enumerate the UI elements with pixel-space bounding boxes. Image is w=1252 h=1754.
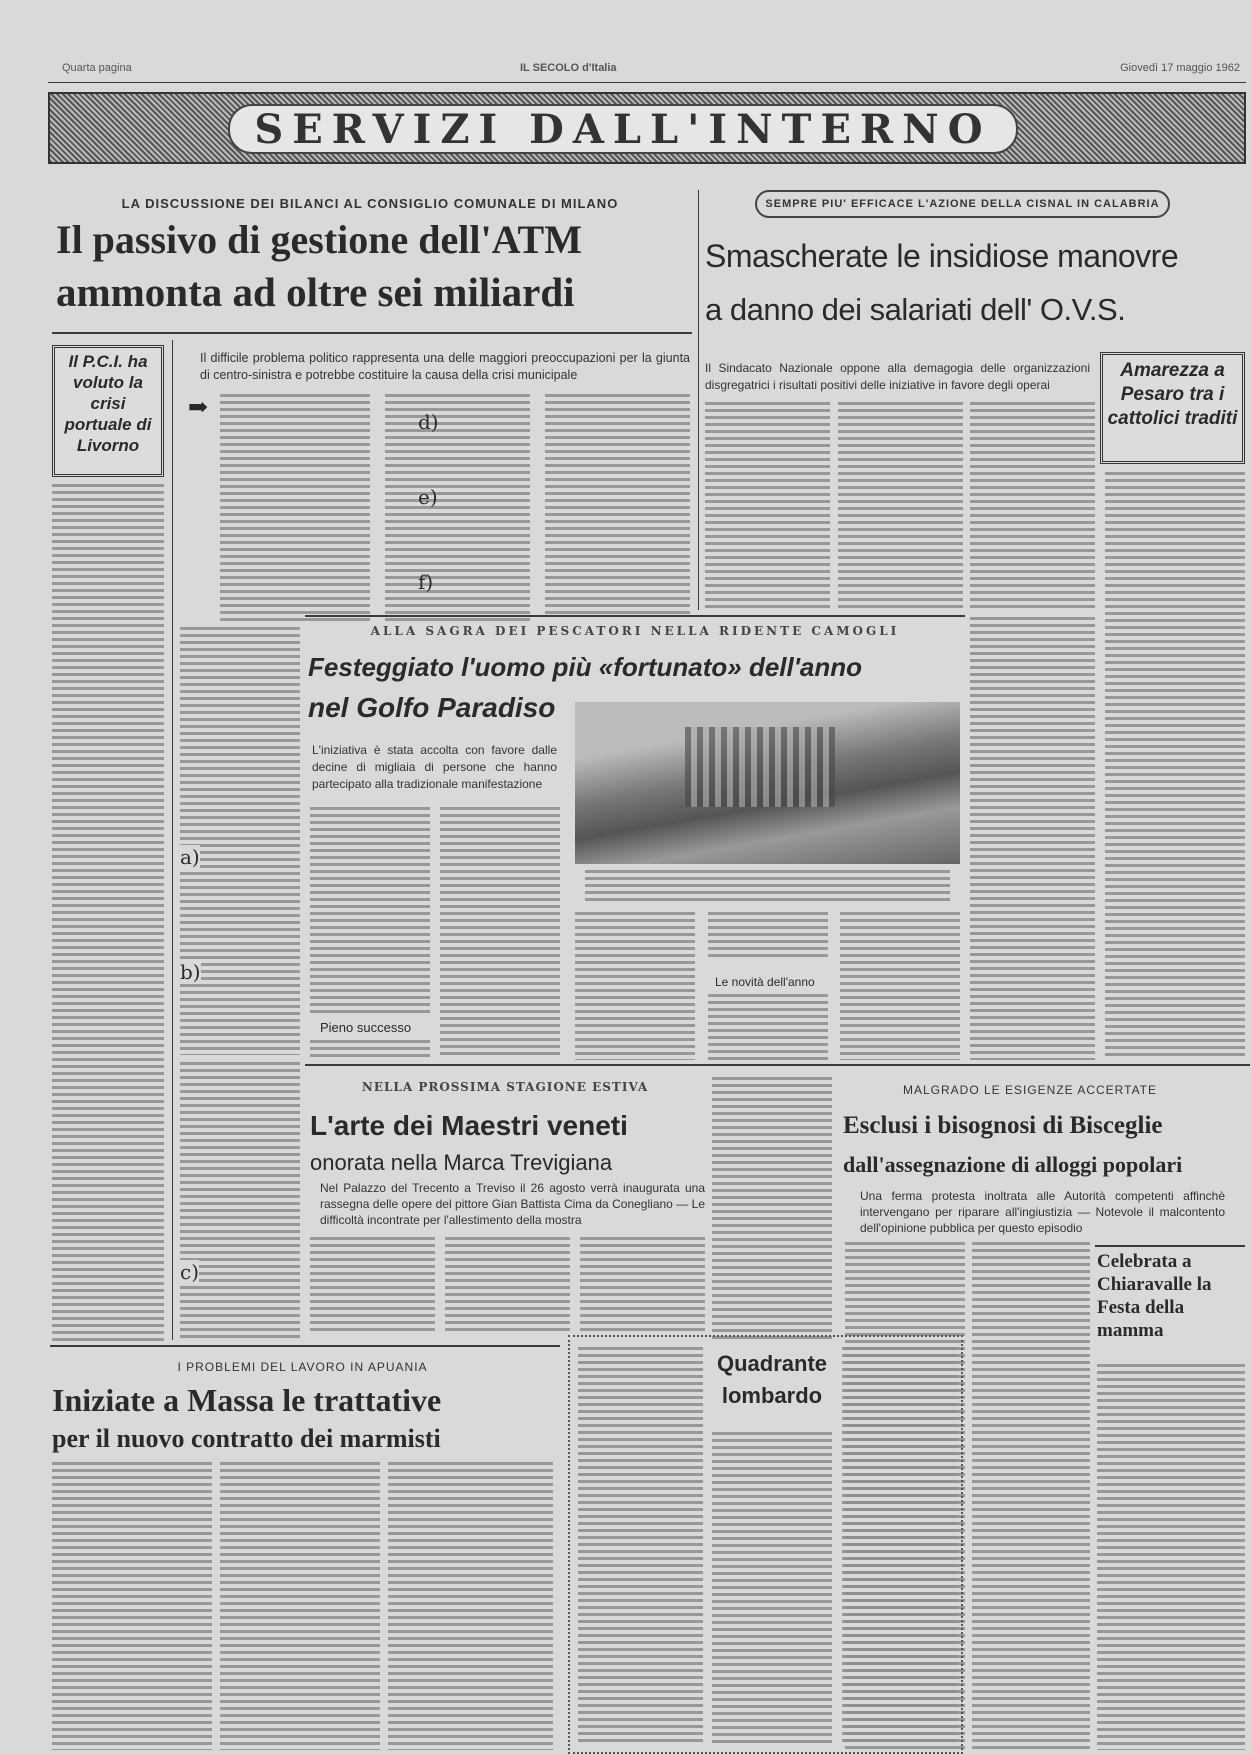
maestri-kicker: NELLA PROSSIMA STAGIONE ESTIVA bbox=[361, 1080, 649, 1094]
body-text-column bbox=[220, 1460, 380, 1750]
massa-headline-1: Iniziate a Massa le trattative bbox=[52, 1382, 442, 1418]
divider bbox=[1095, 1245, 1245, 1247]
body-text-column bbox=[440, 805, 560, 1055]
camogli-summary: L'iniziativa è stata accolta con favore dalle decine di migliaia di persone che hanno partecipato alla tradizionale manifestazione bbox=[312, 743, 557, 791]
divider bbox=[50, 1345, 560, 1347]
camogli-subhead-1: Pieno successo bbox=[320, 1020, 412, 1035]
maestri-summary: Nel Palazzo del Trecento a Treviso il 26 agosto verrà inaugurata una rassegna delle opere del pittore Gian Battista Cima da Conegliano — Le difficoltà incontrate per l'allestimento della mostra bbox=[320, 1181, 705, 1227]
divider bbox=[305, 1064, 840, 1066]
divider bbox=[698, 190, 699, 610]
chiaravalle-headline: Celebrata a Chiaravalle la Festa della mamma bbox=[1097, 1251, 1212, 1341]
divider bbox=[838, 1064, 1250, 1066]
body-text-column bbox=[445, 1235, 570, 1335]
body-text-column bbox=[585, 868, 950, 904]
bisceglie-headline-1: Esclusi i bisognosi di Bisceglie bbox=[843, 1112, 1163, 1139]
issue-date: Giovedì 17 maggio 1962 bbox=[1120, 62, 1240, 74]
body-text-column bbox=[712, 1075, 832, 1340]
ovs-kicker: SEMPRE PIU' EFFICACE L'AZIONE DELLA CISNAL IN CALABRIA bbox=[755, 190, 1170, 218]
list-marker: f) bbox=[418, 570, 434, 594]
body-text-column bbox=[310, 805, 430, 1015]
newspaper-name: IL SECOLO d'Italia bbox=[520, 62, 617, 74]
ovs-headline-2: a danno dei salariati dell' O.V.S. bbox=[705, 292, 1126, 327]
body-text-column bbox=[52, 1460, 212, 1750]
divider bbox=[305, 615, 965, 617]
livorno-box bbox=[52, 345, 164, 477]
body-text-column bbox=[1105, 470, 1245, 1060]
divider bbox=[52, 332, 692, 334]
body-text-column bbox=[385, 392, 530, 622]
divider bbox=[172, 340, 173, 1340]
list-marker: b) bbox=[180, 960, 201, 984]
body-text-column bbox=[708, 910, 828, 960]
body-text-column bbox=[310, 1235, 435, 1335]
livorno-headline: Il P.C.I. ha voluto la crisi portuale di Livorno bbox=[64, 352, 152, 455]
body-text-column bbox=[838, 400, 963, 610]
maestri-headline-2: onorata nella Marca Trevigiana bbox=[310, 1150, 613, 1175]
section-title: SERVIZI DALL'INTERNO bbox=[228, 104, 1018, 154]
body-text-column bbox=[388, 1460, 553, 1750]
camogli-headline-2: nel Golfo Paradiso bbox=[308, 692, 556, 723]
body-text-column bbox=[840, 910, 960, 1060]
divider bbox=[48, 82, 1246, 83]
atm-kicker: LA DISCUSSIONE DEI BILANCI AL CONSIGLIO COMUNALE DI MILANO bbox=[121, 196, 619, 211]
bisceglie-summary: Una ferma protesta inoltrata alle Autorità competenti affinchè intervengano per riparare all'ingiustizia — Notevole il malcontento dell'opinione pubblica per questo episodio bbox=[860, 1189, 1225, 1235]
massa-headline-2: per il nuovo contratto dei marmisti bbox=[52, 1424, 441, 1453]
body-text-column bbox=[712, 1430, 832, 1745]
list-marker: e) bbox=[418, 485, 438, 509]
massa-kicker: I PROBLEMI DEL LAVORO IN APUANIA bbox=[177, 1360, 428, 1374]
ovs-headline-1: Smascherate le insidiose manovre bbox=[705, 238, 1179, 274]
bisceglie-headline-2: dall'assegnazione di alloggi popolari bbox=[843, 1152, 1183, 1177]
body-text-column bbox=[970, 400, 1095, 610]
maestri-headline-1: L'arte dei Maestri veneti bbox=[310, 1110, 628, 1141]
body-text-column bbox=[310, 1038, 430, 1058]
body-text-column bbox=[705, 400, 830, 610]
camogli-harbour-photo bbox=[575, 702, 960, 864]
list-marker: a) bbox=[180, 845, 200, 869]
page-number: Quarta pagina bbox=[62, 62, 132, 74]
ovs-summary: Il Sindacato Nazionale oppone alla demagogia delle organizzazioni disgregatrici i risultati positivi delle iniziative in favore degli operai bbox=[705, 361, 1090, 392]
list-marker: d) bbox=[418, 410, 439, 434]
arrow-icon: ➡ bbox=[188, 393, 209, 421]
body-text-column bbox=[578, 1345, 703, 1745]
atm-summary: Il difficile problema politico rappresenta una delle maggiori preoccupazioni per la giunta di centro-sinistra e potrebbe costituire la causa della crisi municipale bbox=[200, 351, 690, 382]
camogli-subhead-2: Le novità dell'anno bbox=[715, 975, 815, 989]
body-text-column bbox=[842, 1345, 957, 1745]
section-banner bbox=[48, 92, 1246, 164]
atm-headline-1: Il passivo di gestione dell'ATM bbox=[56, 217, 582, 262]
camogli-headline-1: Festeggiato l'uomo più «fortunato» dell'anno bbox=[308, 652, 863, 682]
pesaro-box bbox=[1100, 352, 1245, 464]
body-text-column bbox=[545, 392, 690, 617]
body-text-column bbox=[1097, 1362, 1245, 1750]
atm-headline-2: ammonta ad oltre sei miliardi bbox=[56, 269, 575, 315]
body-text-column bbox=[180, 625, 300, 1055]
camogli-kicker: ALLA SAGRA DEI PESCATORI NELLA RIDENTE CAMOGLI bbox=[370, 624, 900, 638]
body-text-column bbox=[220, 392, 370, 622]
body-text-column bbox=[970, 615, 1095, 1060]
body-text-column bbox=[575, 910, 695, 1060]
list-marker: c) bbox=[180, 1260, 200, 1284]
body-text-column bbox=[580, 1235, 705, 1335]
quadrante-title: Quadrante lombardo bbox=[716, 1351, 828, 1408]
body-text-column bbox=[52, 482, 164, 1343]
bisceglie-kicker: MALGRADO LE ESIGENZE ACCERTATE bbox=[902, 1083, 1158, 1097]
body-text-column bbox=[180, 1060, 300, 1340]
body-text-column bbox=[972, 1240, 1090, 1750]
body-text-column bbox=[708, 992, 828, 1060]
pesaro-headline: Amarezza a Pesaro tra i cattolici traditi bbox=[1107, 360, 1238, 429]
